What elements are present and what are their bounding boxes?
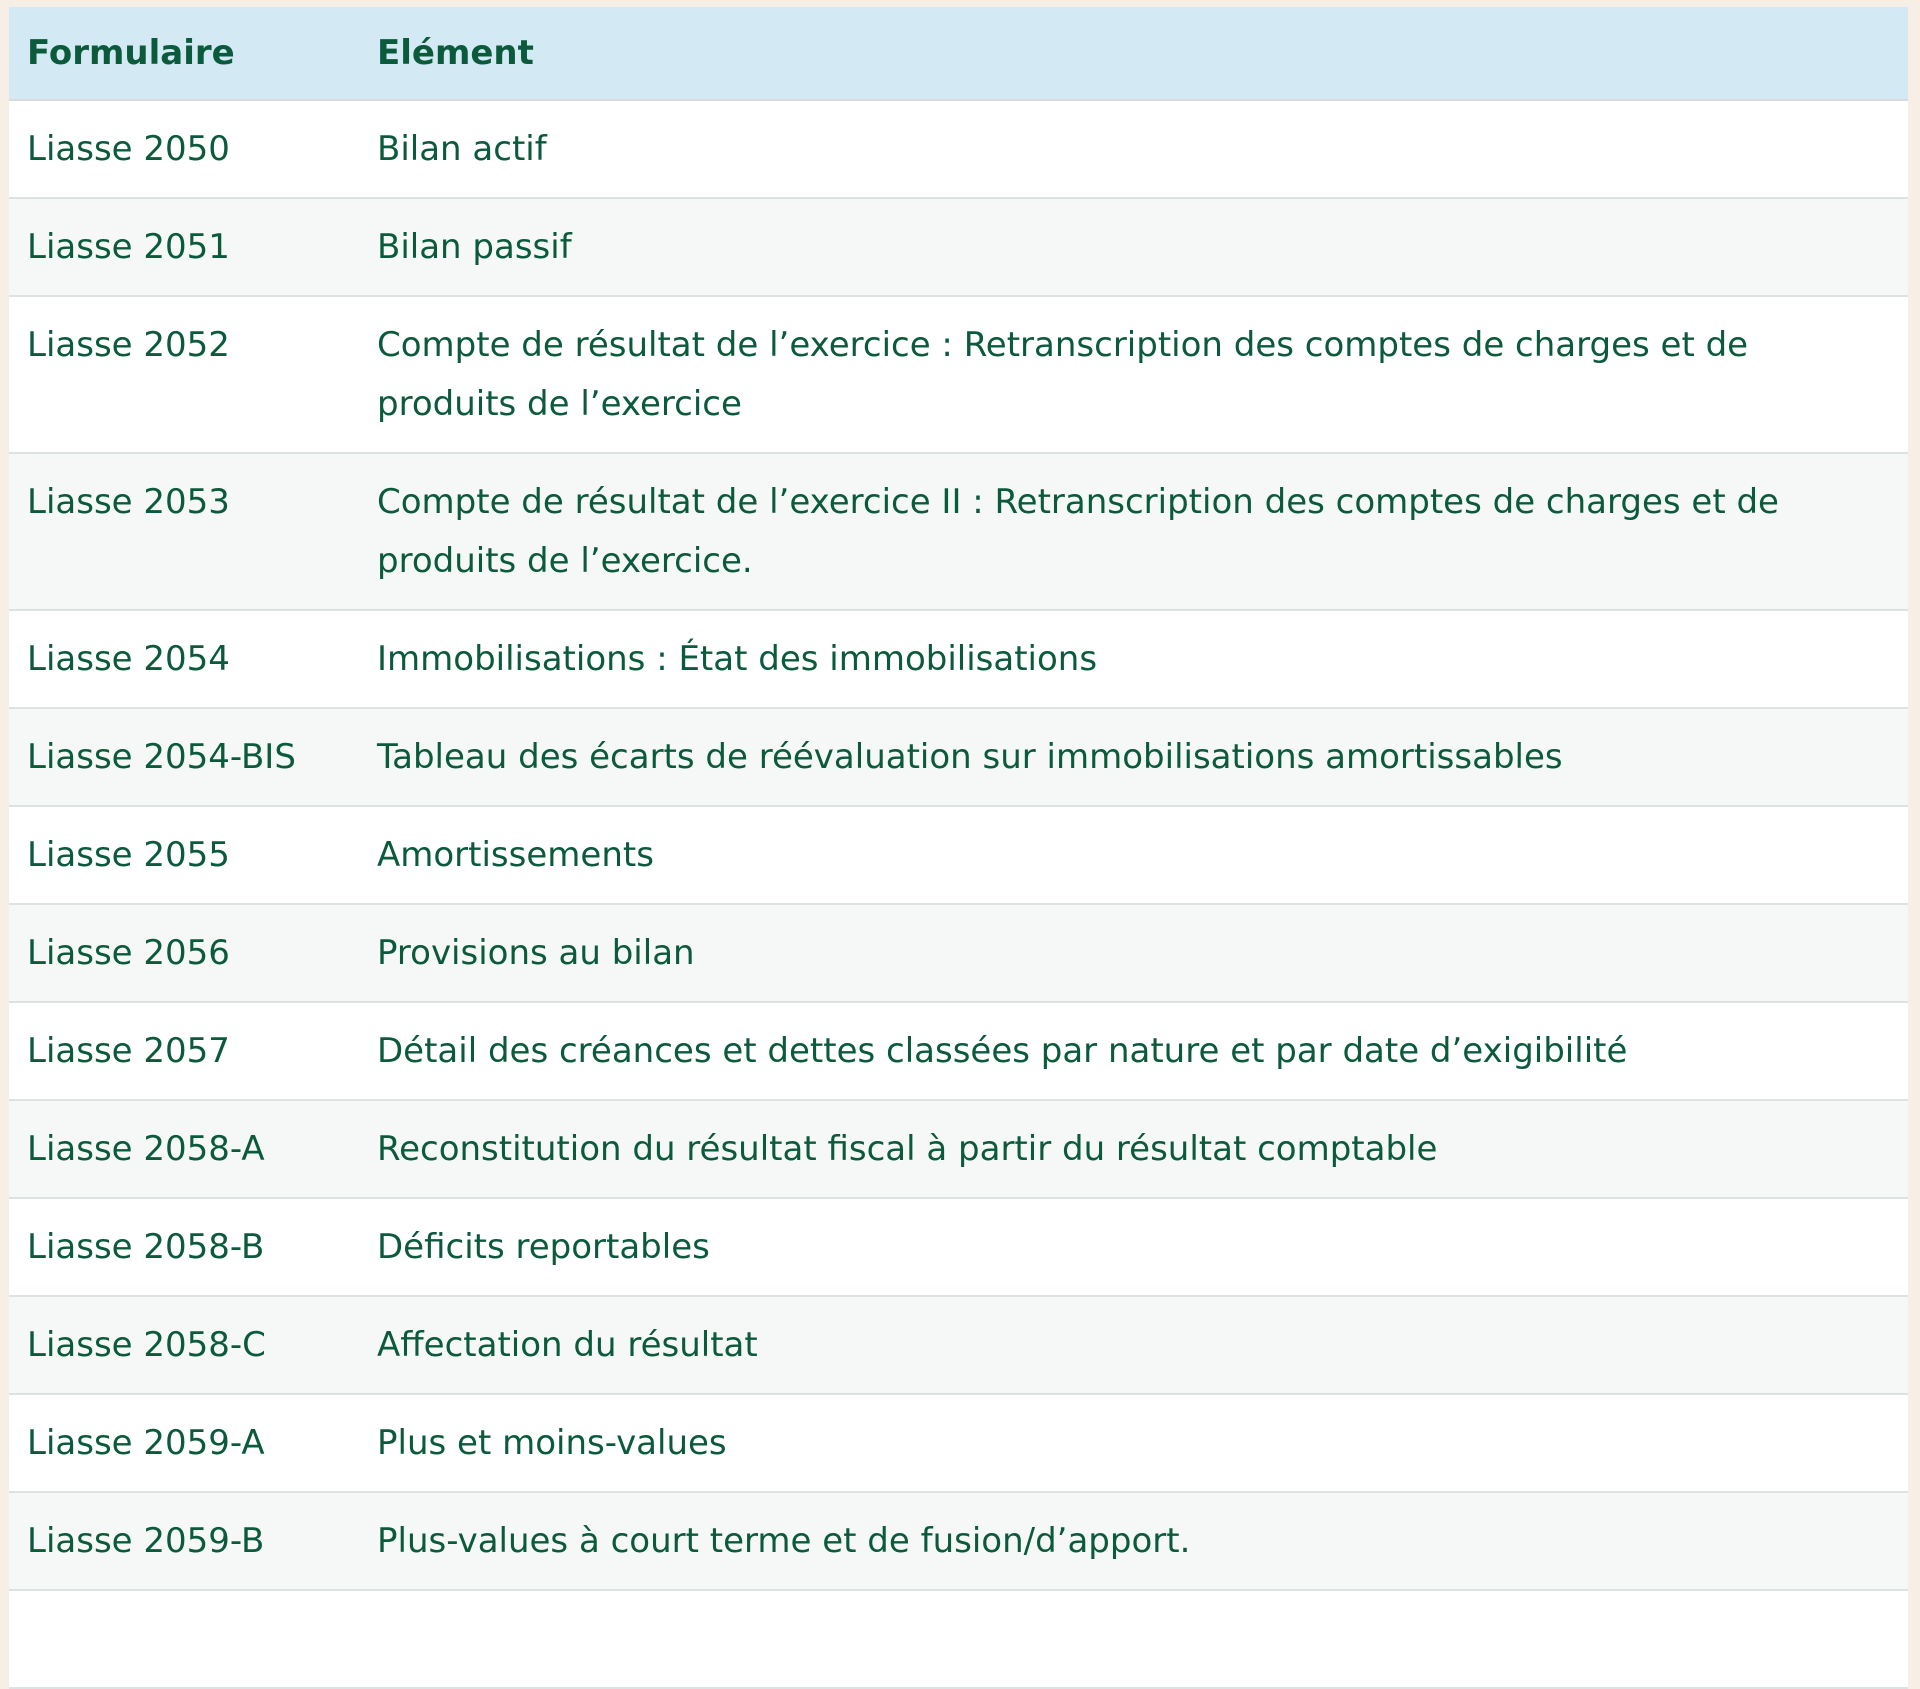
cell-element: Immobilisations : État des immobilisations [359,610,1908,708]
cell-element: Amortissements [359,806,1908,904]
table-row [9,806,1908,904]
cell-formulaire: Liasse 2054-BIS [9,708,359,806]
table-row [9,1296,1908,1394]
table-row [9,1198,1908,1296]
table-header-row [9,7,1908,100]
liasse-table [9,7,1908,1689]
cell-formulaire: Liasse 2058-B [9,1198,359,1296]
cell-element: Reconstitution du résultat fiscal à partir du résultat comptable [359,1100,1908,1198]
cell-formulaire: Liasse 2054 [9,610,359,708]
cell-element: Compte de résultat de l’exercice : Retranscription des comptes de charges et de produits de l’exercice [359,296,1908,453]
table-row [9,1002,1908,1100]
cell-formulaire: Liasse 2058-A [9,1100,359,1198]
cell-empty [9,1590,359,1688]
cell-element: Détail des créances et dettes classées par nature et par date d’exigibilité [359,1002,1908,1100]
column-header-element: Elément [359,7,1908,100]
cell-formulaire: Liasse 2056 [9,904,359,1002]
table-row [9,610,1908,708]
cell-empty [359,1590,1908,1688]
cell-formulaire: Liasse 2052 [9,296,359,453]
table-row [9,453,1908,610]
cell-element: Affectation du résultat [359,1296,1908,1394]
cell-formulaire: Liasse 2050 [9,100,359,198]
table-row [9,904,1908,1002]
cell-formulaire: Liasse 2051 [9,198,359,296]
cell-element: Tableau des écarts de réévaluation sur immobilisations amortissables [359,708,1908,806]
cell-element: Compte de résultat de l’exercice II : Retranscription des comptes de charges et de produits de l’exercice. [359,453,1908,610]
cell-element: Déficits reportables [359,1198,1908,1296]
cell-formulaire: Liasse 2057 [9,1002,359,1100]
cell-element: Bilan actif [359,100,1908,198]
table-row-partial [9,1590,1908,1688]
cell-element: Provisions au bilan [359,904,1908,1002]
table-row [9,1394,1908,1492]
cell-formulaire: Liasse 2053 [9,453,359,610]
column-header-formulaire: Formulaire [9,7,359,100]
cell-formulaire: Liasse 2055 [9,806,359,904]
cell-element: Plus et moins-values [359,1394,1908,1492]
cell-formulaire: Liasse 2059-A [9,1394,359,1492]
table-row [9,296,1908,453]
table-row [9,1100,1908,1198]
cell-formulaire: Liasse 2058-C [9,1296,359,1394]
cell-formulaire: Liasse 2059-B [9,1492,359,1590]
table-row [9,198,1908,296]
table-row [9,708,1908,806]
cell-element: Bilan passif [359,198,1908,296]
table-row [9,100,1908,198]
cell-element: Plus-values à court terme et de fusion/d’apport. [359,1492,1908,1590]
table-row [9,1492,1908,1590]
